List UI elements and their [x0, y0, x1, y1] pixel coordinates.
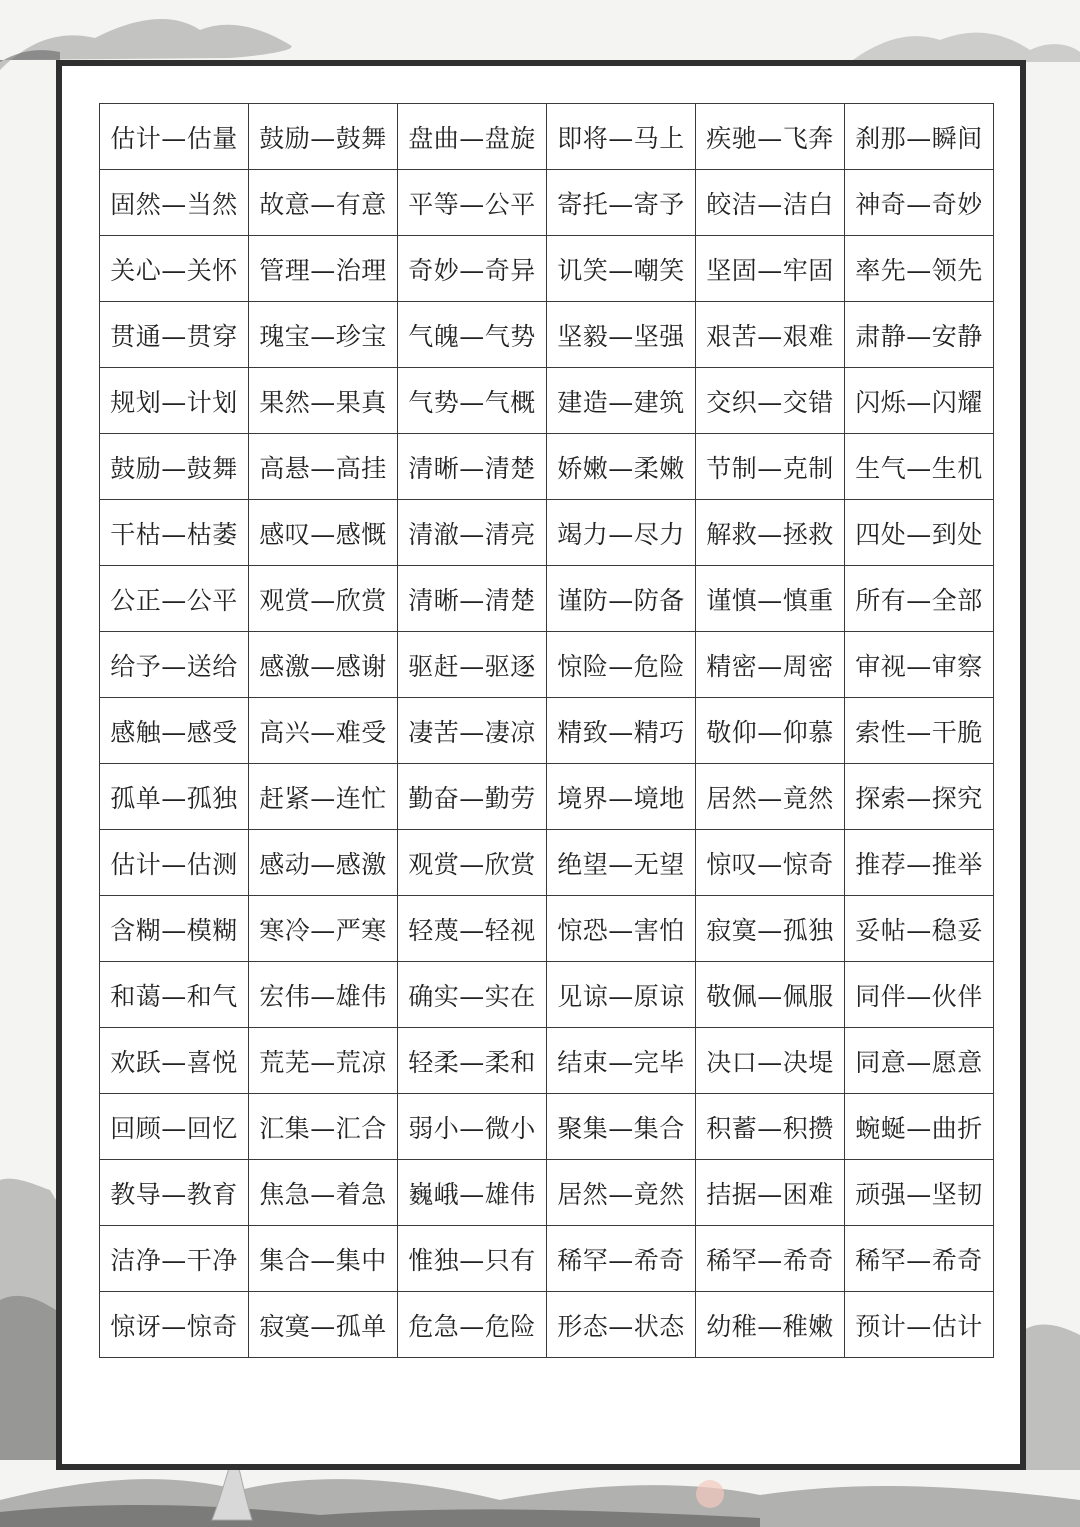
synonym-pair-cell: 拮据—困难 — [696, 1160, 845, 1226]
table-row — [100, 1226, 994, 1292]
synonym-pair-cell: 结束—完毕 — [547, 1028, 696, 1094]
mountain-left-side-2 — [0, 1296, 56, 1460]
synonym-pair-cell: 坚毅—坚强 — [547, 302, 696, 368]
synonym-pair-cell: 焦急—着急 — [249, 1160, 398, 1226]
synonym-pair-cell: 奇妙—奇异 — [398, 236, 547, 302]
synonym-pair-cell: 所有—全部 — [845, 566, 994, 632]
synonym-pair-cell: 给予—送给 — [100, 632, 249, 698]
synonym-pair-cell: 闪烁—闪耀 — [845, 368, 994, 434]
synonym-pair-cell: 和蔼—和气 — [100, 962, 249, 1028]
synonym-pair-cell: 赶紧—连忙 — [249, 764, 398, 830]
synonym-pair-cell: 危急—危险 — [398, 1292, 547, 1358]
synonym-pair-cell: 洁净—干净 — [100, 1226, 249, 1292]
synonym-pair-cell: 顽强—坚韧 — [845, 1160, 994, 1226]
mountain-right-side — [1024, 1325, 1080, 1470]
synonym-pair-cell: 惊叹—惊奇 — [696, 830, 845, 896]
synonym-pair-cell: 谨慎—慎重 — [696, 566, 845, 632]
synonym-pair-cell: 敬仰—仰慕 — [696, 698, 845, 764]
synonym-pair-cell: 神奇—奇妙 — [845, 170, 994, 236]
synonym-pair-cell: 绝望—无望 — [547, 830, 696, 896]
table-row — [100, 830, 994, 896]
synonym-pair-cell: 审视—审察 — [845, 632, 994, 698]
synonym-pair-cell: 教导—教育 — [100, 1160, 249, 1226]
synonym-pair-cell: 欢跃—喜悦 — [100, 1028, 249, 1094]
synonym-pair-cell: 孤单—孤独 — [100, 764, 249, 830]
mountain-top-right — [850, 33, 1080, 62]
synonym-pair-cell: 即将—马上 — [547, 104, 696, 170]
synonym-pair-cell: 生气—生机 — [845, 434, 994, 500]
synonym-pair-cell: 感触—感受 — [100, 698, 249, 764]
synonym-pair-cell: 索性—干脆 — [845, 698, 994, 764]
synonym-pair-cell: 皎洁—洁白 — [696, 170, 845, 236]
table-row — [100, 764, 994, 830]
synonym-pair-cell: 含糊—模糊 — [100, 896, 249, 962]
synonym-pair-cell: 估计—估量 — [100, 104, 249, 170]
synonym-pair-cell: 驱赶—驱逐 — [398, 632, 547, 698]
table-row — [100, 368, 994, 434]
table-row — [100, 632, 994, 698]
synonym-pair-cell: 娇嫩—柔嫩 — [547, 434, 696, 500]
table-row — [100, 1028, 994, 1094]
synonym-pair-cell: 凄苦—凄凉 — [398, 698, 547, 764]
synonym-pair-cell: 率先—领先 — [845, 236, 994, 302]
synonym-pair-cell: 同伴—伙伴 — [845, 962, 994, 1028]
synonym-pair-cell: 公正—公平 — [100, 566, 249, 632]
synonym-pair-cell: 预计—估计 — [845, 1292, 994, 1358]
synonym-pair-cell: 建造—建筑 — [547, 368, 696, 434]
synonym-pair-cell: 讥笑—嘲笑 — [547, 236, 696, 302]
synonym-pair-cell: 寒冷—严寒 — [249, 896, 398, 962]
synonym-pair-cell: 惊讶—惊奇 — [100, 1292, 249, 1358]
synonym-pair-cell: 固然—当然 — [100, 170, 249, 236]
table-row — [100, 302, 994, 368]
table-row — [100, 566, 994, 632]
synonym-pair-cell: 高悬—高挂 — [249, 434, 398, 500]
table-row — [100, 236, 994, 302]
synonym-pair-cell: 稀罕—希奇 — [547, 1226, 696, 1292]
synonym-pair-cell: 四处—到处 — [845, 500, 994, 566]
table-row — [100, 170, 994, 236]
synonym-pair-cell: 寄托—寄予 — [547, 170, 696, 236]
synonym-pair-cell: 刹那—瞬间 — [845, 104, 994, 170]
table-row — [100, 434, 994, 500]
synonym-pair-cell: 居然—竟然 — [696, 764, 845, 830]
synonym-pair-cell: 感激—感谢 — [249, 632, 398, 698]
table-row — [100, 500, 994, 566]
synonym-pair-cell: 关心—关怀 — [100, 236, 249, 302]
synonym-pair-cell: 集合—集中 — [249, 1226, 398, 1292]
synonym-pair-cell: 高兴—难受 — [249, 698, 398, 764]
synonym-pair-cell: 居然—竟然 — [547, 1160, 696, 1226]
red-sun — [696, 1480, 724, 1508]
synonym-pair-cell: 回顾—回忆 — [100, 1094, 249, 1160]
synonym-pair-cell: 敬佩—佩服 — [696, 962, 845, 1028]
synonym-pair-cell: 盘曲—盘旋 — [398, 104, 547, 170]
table-row — [100, 698, 994, 764]
synonym-pair-cell: 观赏—欣赏 — [398, 830, 547, 896]
synonym-pair-cell: 贯通—贯穿 — [100, 302, 249, 368]
synonym-pair-cell: 勤奋—勤劳 — [398, 764, 547, 830]
synonym-pair-cell: 同意—愿意 — [845, 1028, 994, 1094]
synonym-pair-cell: 气势—气概 — [398, 368, 547, 434]
synonym-pair-cell: 鼓励—鼓舞 — [100, 434, 249, 500]
table-row — [100, 896, 994, 962]
synonym-pair-cell: 寂寞—孤单 — [249, 1292, 398, 1358]
table-row — [100, 1160, 994, 1226]
synonym-pair-cell: 惊险—危险 — [547, 632, 696, 698]
synonym-pair-cell: 精致—精巧 — [547, 698, 696, 764]
synonym-pair-cell: 艰苦—艰难 — [696, 302, 845, 368]
synonym-pair-cell: 形态—状态 — [547, 1292, 696, 1358]
synonym-pair-cell: 果然—果真 — [249, 368, 398, 434]
table-row — [100, 1094, 994, 1160]
synonym-pair-cell: 寂寞—孤独 — [696, 896, 845, 962]
synonym-pair-cell: 妥帖—稳妥 — [845, 896, 994, 962]
synonym-pair-cell: 清澈—清亮 — [398, 500, 547, 566]
synonym-pair-cell: 清晰—清楚 — [398, 434, 547, 500]
synonym-pair-cell: 管理—治理 — [249, 236, 398, 302]
synonym-pair-cell: 探索—探究 — [845, 764, 994, 830]
synonym-pair-cell: 轻柔—柔和 — [398, 1028, 547, 1094]
synonym-pair-cell: 清晰—清楚 — [398, 566, 547, 632]
synonym-pair-cell: 巍峨—雄伟 — [398, 1160, 547, 1226]
synonym-pair-cell: 推荐—推举 — [845, 830, 994, 896]
synonym-pair-cell: 精密—周密 — [696, 632, 845, 698]
synonym-pair-cell: 谨防—防备 — [547, 566, 696, 632]
synonym-pair-cell: 瑰宝—珍宝 — [249, 302, 398, 368]
synonym-pair-cell: 节制—克制 — [696, 434, 845, 500]
document-frame — [56, 60, 1026, 1470]
table-row — [100, 962, 994, 1028]
synonym-pair-cell: 交织—交错 — [696, 368, 845, 434]
synonym-pair-cell: 宏伟—雄伟 — [249, 962, 398, 1028]
synonym-pair-cell: 鼓励—鼓舞 — [249, 104, 398, 170]
synonym-pair-cell: 弱小—微小 — [398, 1094, 547, 1160]
synonym-pair-cell: 感动—感激 — [249, 830, 398, 896]
synonym-pair-cell: 汇集—汇合 — [249, 1094, 398, 1160]
synonym-pair-cell: 惊恐—害怕 — [547, 896, 696, 962]
synonym-pair-cell: 干枯—枯萎 — [100, 500, 249, 566]
synonym-pair-cell: 气魄—气势 — [398, 302, 547, 368]
table-row — [100, 104, 994, 170]
synonym-pair-cell: 轻蔑—轻视 — [398, 896, 547, 962]
synonym-pair-cell: 荒芜—荒凉 — [249, 1028, 398, 1094]
synonym-pair-cell: 境界—境地 — [547, 764, 696, 830]
synonym-pair-cell: 疾驰—飞奔 — [696, 104, 845, 170]
synonym-pair-cell: 幼稚—稚嫩 — [696, 1292, 845, 1358]
synonym-pair-cell: 肃静—安静 — [845, 302, 994, 368]
synonym-pair-cell: 蜿蜒—曲折 — [845, 1094, 994, 1160]
table-row — [100, 1292, 994, 1358]
synonym-table — [99, 103, 994, 1358]
synonym-pair-cell: 见谅—原谅 — [547, 962, 696, 1028]
synonym-pair-cell: 解救—拯救 — [696, 500, 845, 566]
synonym-pair-cell: 积蓄—积攒 — [696, 1094, 845, 1160]
synonym-pair-cell: 稀罕—希奇 — [696, 1226, 845, 1292]
synonym-pair-cell: 故意—有意 — [249, 170, 398, 236]
synonym-pair-cell: 感叹—感慨 — [249, 500, 398, 566]
synonym-pair-cell: 平等—公平 — [398, 170, 547, 236]
synonym-pair-cell: 规划—计划 — [100, 368, 249, 434]
synonym-pair-cell: 观赏—欣赏 — [249, 566, 398, 632]
synonym-pair-cell: 竭力—尽力 — [547, 500, 696, 566]
synonym-pair-cell: 确实—实在 — [398, 962, 547, 1028]
synonym-pair-cell: 决口—决堤 — [696, 1028, 845, 1094]
synonym-pair-cell: 估计—估测 — [100, 830, 249, 896]
synonym-pair-cell: 惟独—只有 — [398, 1226, 547, 1292]
synonym-pair-cell: 聚集—集合 — [547, 1094, 696, 1160]
synonym-pair-cell: 坚固—牢固 — [696, 236, 845, 302]
synonym-pair-cell: 稀罕—希奇 — [845, 1226, 994, 1292]
